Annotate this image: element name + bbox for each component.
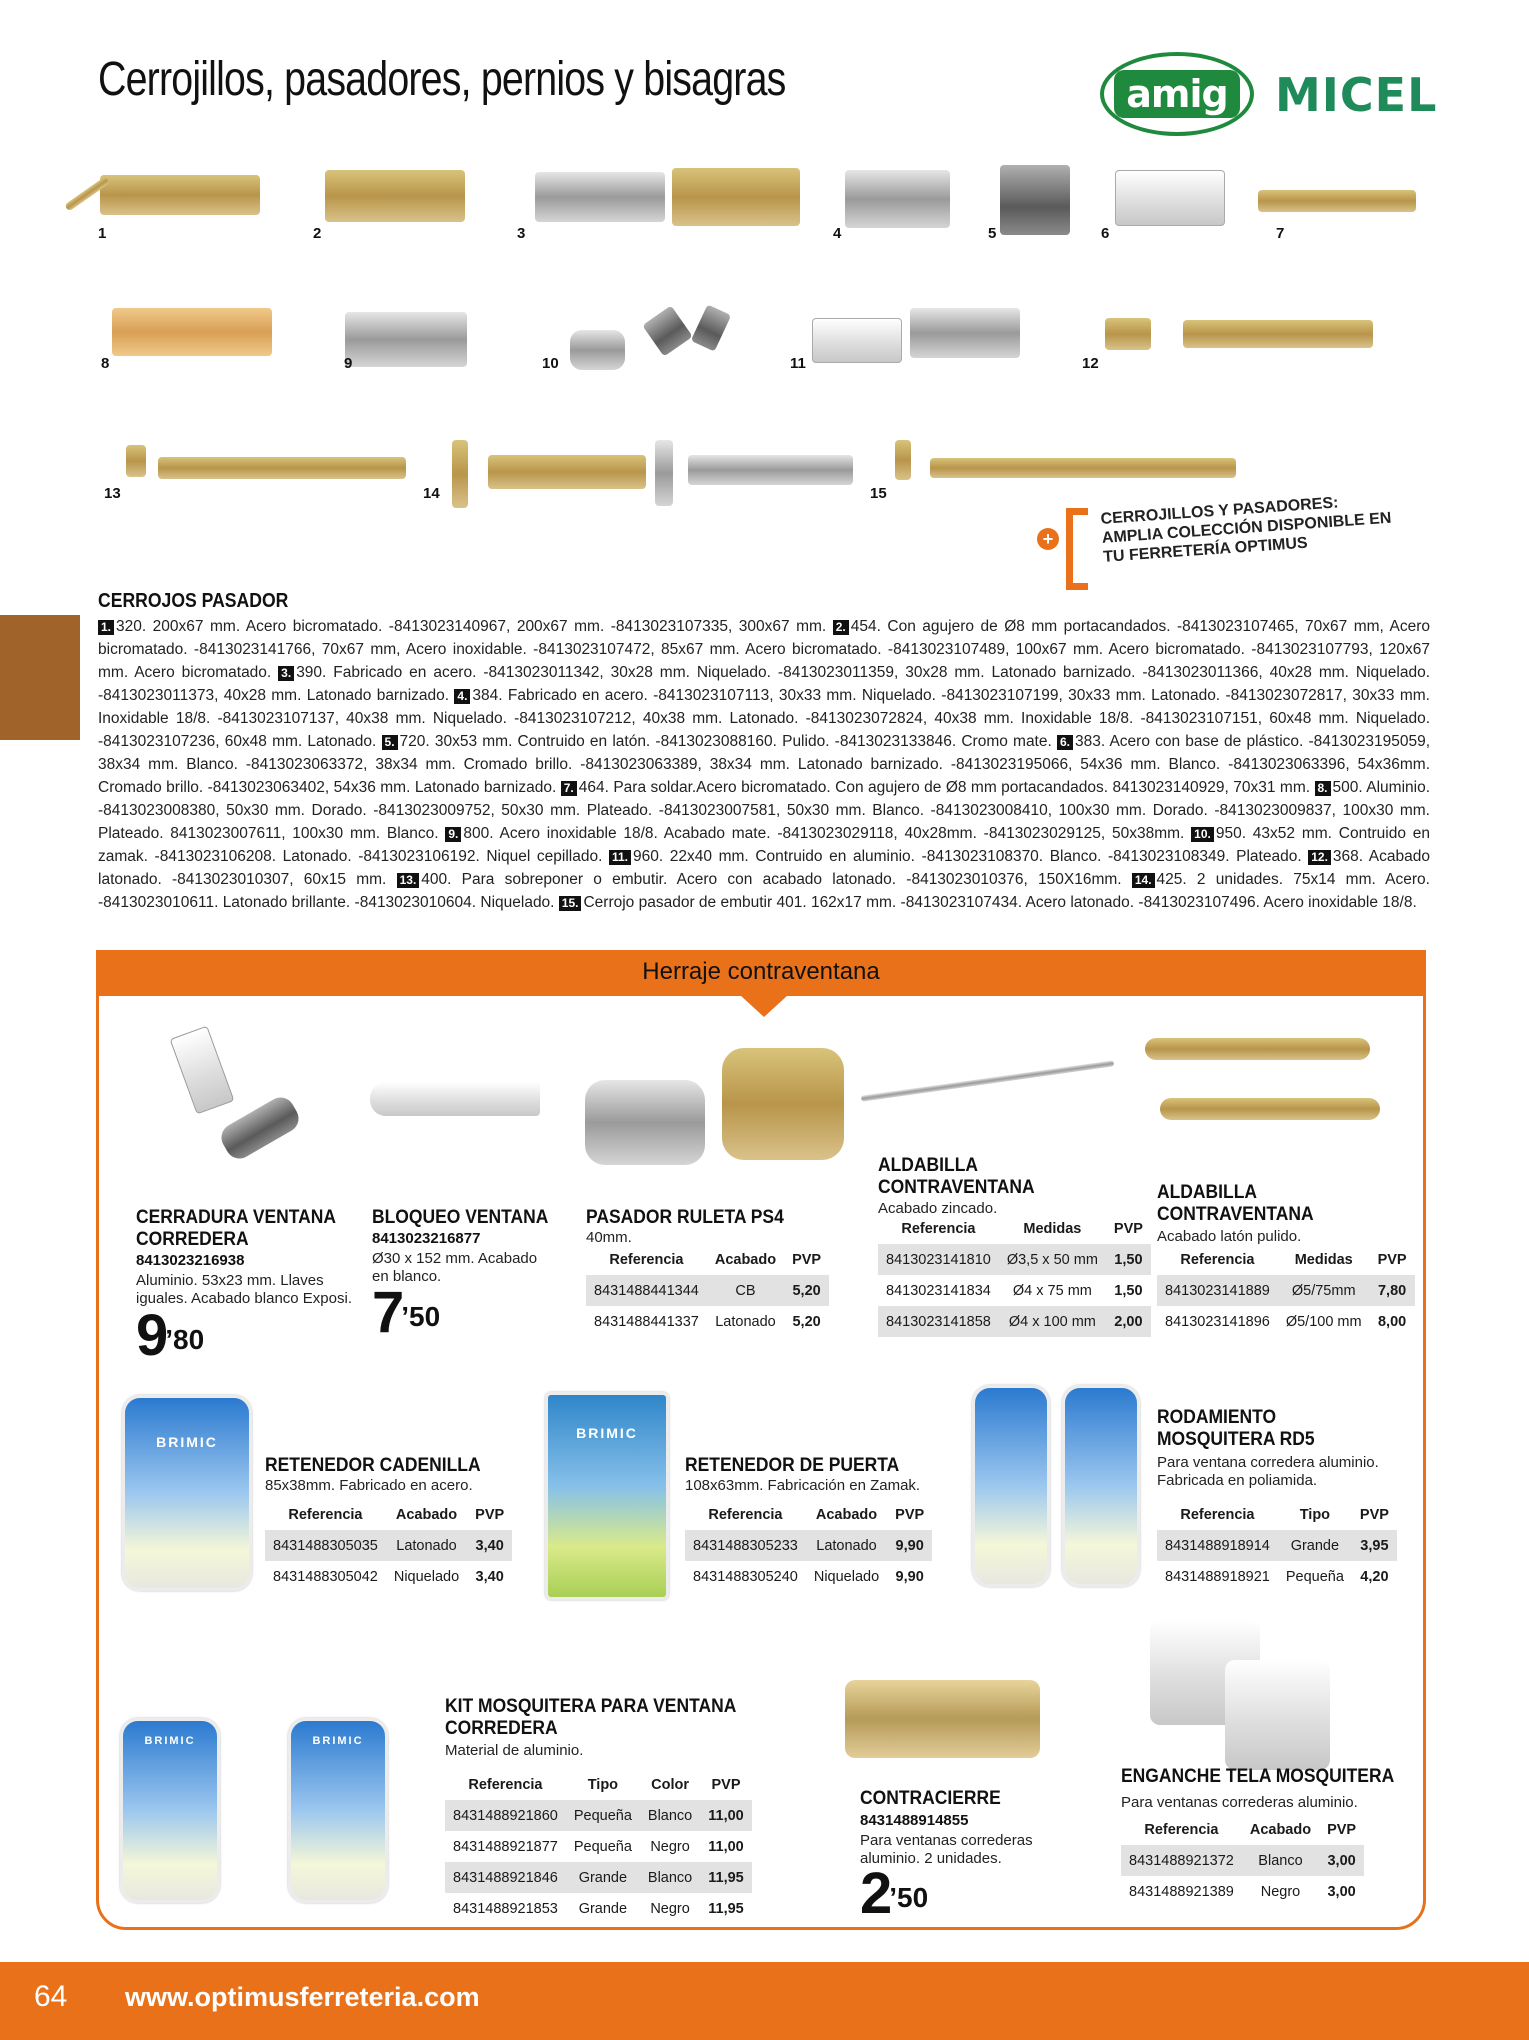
- table-cell: Latonado: [715, 1313, 776, 1330]
- thumb-number-5: 5: [988, 225, 997, 242]
- plus-icon: +: [1037, 528, 1059, 550]
- brimic-label: BRIMIC: [312, 1735, 364, 1747]
- table-header-row: [1121, 1815, 1364, 1845]
- column-header: Referencia: [609, 1252, 684, 1268]
- table-cell: Latonado: [806, 1530, 887, 1561]
- micel-logo: MICEL: [1275, 68, 1438, 122]
- cerrojos-description: [98, 615, 1430, 914]
- product-image-10a: [570, 330, 625, 370]
- puerta-desc: 108x63mm. Fabricación en Zamak.: [685, 1477, 921, 1494]
- item-number-badge: 12.: [1308, 850, 1331, 865]
- table-cell: 8431488921846: [445, 1862, 566, 1893]
- table-row: [445, 1831, 752, 1862]
- table-cell: 8413023141896: [1165, 1313, 1270, 1330]
- package-image-puerta: [545, 1392, 669, 1600]
- item-number-badge: 9.: [445, 827, 461, 842]
- product-image-ruleta-latonado: [722, 1048, 844, 1160]
- table-cell: Grande: [566, 1862, 640, 1893]
- item-description: 454. Con agujero de Ø8 mm portacandados. -8413023107465, 70x67 mm, Acero bicromatado. -8413023141766, 70x67 mm, Acero inoxidable. -8413023107472, 85x67 mm. Acero bicromatado. -8413023107489, 100x67 mm. Acero bicromatado. -8413023107793, 120x67 mm. Acero bicromatado.: [98, 618, 1430, 681]
- product-image-8: [112, 308, 272, 356]
- table-cell: Grande: [1278, 1530, 1352, 1561]
- table-cell: 2,00: [1106, 1306, 1151, 1337]
- table-cell: 8431488441344: [586, 1275, 707, 1306]
- table-cell: Ø5/75mm: [1278, 1275, 1370, 1306]
- table-header-row: [1157, 1500, 1397, 1530]
- brimic-label: BRIMIC: [576, 1425, 638, 1441]
- item-description: 384. Fabricado en acero. -8413023107113, 30x33 mm. Niquelado. -8413023107199, 30x33 mm. Latonado. -8413023072817, 30x33 mm. Inoxidable 18/8. -8413023107137, 40x38 mm. Niquelado. -8413023107212, 40x38 mm. Latonado. -8413023072824, 40x38 mm. Inoxidable 18/8. -8413023107151, 60x48 mm. Niquelado. -8413023107236, 60x48 mm. Latonado.: [98, 687, 1430, 750]
- cerradura-price: [136, 1303, 205, 1368]
- page-title: Cerrojillos, pasadores, pernios y bisagras: [98, 53, 786, 106]
- thumb-number-3: 3: [517, 225, 526, 242]
- ruleta-desc: 40mm.: [586, 1229, 632, 1246]
- aldabilla2-desc: Acabado latón pulido.: [1157, 1228, 1302, 1245]
- aldabilla2-title: ALDABILLA CONTRAVENTANA: [1157, 1182, 1314, 1225]
- product-image-enganche-2: [1225, 1660, 1330, 1770]
- thumb-number-1: 1: [98, 225, 107, 242]
- product-image-14d: [688, 455, 853, 485]
- table-cell: 5,20: [784, 1275, 829, 1306]
- package-image-cadenilla: [122, 1395, 252, 1591]
- product-image-14a: [452, 440, 468, 508]
- thumb-number-10: 10: [542, 355, 559, 372]
- ruleta-table-wrap: [586, 1245, 829, 1337]
- thumb-number-12: 12: [1082, 355, 1099, 372]
- item-number-badge: 3.: [278, 666, 294, 681]
- footer-url-link[interactable]: www.optimusferreteria.com: [125, 1982, 480, 2012]
- table-row: [1157, 1306, 1415, 1337]
- table-cell: 8431488921372: [1121, 1845, 1242, 1876]
- aldabilla1-title: ALDABILLA CONTRAVENTANA: [878, 1155, 1035, 1198]
- table-cell: Ø5/100 mm: [1285, 1313, 1362, 1330]
- kit-title: KIT MOSQUITERA PARA VENTANA CORREDERA: [445, 1696, 736, 1739]
- table-cell: Ø3,5 x 50 mm: [999, 1244, 1106, 1275]
- column-header: PVP: [1327, 1822, 1357, 1838]
- table-row: [878, 1275, 1151, 1306]
- herraje-header: Herraje contraventana: [96, 950, 1426, 996]
- product-image-aldabilla-laton-2: [1160, 1098, 1380, 1120]
- cadenilla-title: RETENEDOR CADENILLA: [265, 1455, 481, 1476]
- column-header: PVP: [711, 1777, 741, 1793]
- table-cell: 3,40: [475, 1568, 504, 1585]
- table-cell: 8,00: [1377, 1313, 1407, 1330]
- column-header: PVP: [1377, 1252, 1407, 1268]
- contracierre-price-dec: ’50: [889, 1882, 929, 1913]
- enganche-title: ENGANCHE TELA MOSQUITERA: [1121, 1766, 1395, 1787]
- item-description: 800. Acero inoxidable 18/8. Acabado mate. -8413023029118, 40x28mm. -8413023029125, 50x38mm.: [463, 825, 1192, 842]
- table-cell: 1,50: [1106, 1244, 1151, 1275]
- table-cell: Blanco: [640, 1862, 700, 1893]
- table-row: [445, 1800, 752, 1831]
- item-number-badge: 5.: [382, 735, 398, 750]
- item-description: 960. 22x40 mm. Contruido en aluminio. -8413023108370. Blanco. -8413023108349. Plateado.: [633, 848, 1309, 865]
- thumb-number-13: 13: [104, 485, 121, 502]
- product-image-11b: [910, 308, 1020, 358]
- column-header: Acabado: [714, 1252, 777, 1268]
- column-header: PVP: [895, 1507, 925, 1523]
- product-image-ruleta-cb: [585, 1080, 705, 1165]
- table-cell: 8431488441337: [594, 1313, 699, 1330]
- amig-logo-text: amig: [1114, 70, 1239, 118]
- enganche-desc: Para ventanas correderas aluminio.: [1121, 1794, 1358, 1811]
- item-description: 383. Acero con base de plástico. -8413023195059, 38x34 mm. Blanco. -8413023063372, 38x34 mm. Cromado brillo. -8413023063389, 38x34 mm. Latonado barnizado. -8413023195066, 54x36 mm. Blanco. -8413023063396, 54x36mm. Cromado brillo. -8413023063402, 54x36 mm. Latonado barnizado.: [98, 733, 1431, 796]
- column-header: Referencia: [1180, 1252, 1255, 1268]
- cadenilla-table-wrap: [265, 1500, 512, 1592]
- thumb-number-14: 14: [423, 485, 440, 502]
- column-header: Referencia: [468, 1777, 543, 1793]
- thumb-number-11: 11: [790, 355, 806, 372]
- table-cell: 11,00: [700, 1800, 752, 1831]
- contracierre-ref: 8431488914855: [860, 1812, 969, 1829]
- thumb-number-2: 2: [313, 225, 322, 242]
- product-image-11a: [812, 318, 902, 363]
- item-description: 500. Aluminio. -8413023008380, 50x30 mm. Dorado. -8413023009752, 50x30 mm. Plateado. -8413023007581, 50x30 mm. Blanco. -8413023008410, 100x30 mm. Dorado. -8413023009837, 100x30 mm. Plateado. 8413023007611, 100x30 mm. Blanco.: [98, 779, 1431, 842]
- table-cell: 9,90: [887, 1530, 932, 1561]
- rodamiento-desc: Para ventana corredera aluminio. Fabricada en poliamida.: [1157, 1454, 1379, 1489]
- table-cell: Grande: [578, 1900, 628, 1917]
- collection-note: CERROJILLOS Y PASADORES: AMPLIA COLECCIÓN DISPONIBLE EN TU FERRETERÍA OPTIMUS: [1100, 494, 1392, 566]
- item-number-badge: 15.: [559, 896, 582, 911]
- aldabilla2-table-wrap: [1157, 1245, 1415, 1337]
- thumb-number-6: 6: [1101, 225, 1110, 242]
- table-cell: 8431488921877: [453, 1838, 558, 1855]
- product-image-13a: [126, 445, 146, 477]
- table-header-row: [265, 1500, 512, 1530]
- table-cell: 11,95: [700, 1862, 752, 1893]
- ruleta-title: PASADOR RULETA PS4: [586, 1207, 784, 1228]
- thumb-number-8: 8: [101, 355, 110, 372]
- table-row: [265, 1561, 512, 1592]
- amig-logo: [1100, 52, 1254, 136]
- bloqueo-ref: 8413023216877: [372, 1230, 481, 1247]
- product-image-12a: [1105, 318, 1151, 350]
- puerta-table-wrap: [685, 1500, 932, 1592]
- table-cell: 9,90: [895, 1568, 924, 1585]
- cerradura-desc: Aluminio. 53x23 mm. Llaves iguales. Acabado blanco Exposi.: [136, 1272, 352, 1307]
- column-header: Referencia: [708, 1507, 783, 1523]
- column-header: Medidas: [1294, 1252, 1353, 1268]
- product-image-10b: [642, 305, 692, 356]
- item-number-badge: 6.: [1057, 735, 1073, 750]
- column-header: PVP: [792, 1252, 822, 1268]
- aldabilla1-desc: Acabado zincado.: [878, 1200, 998, 1217]
- table-row: [685, 1530, 932, 1561]
- item-description: 368. Acabado latonado. -8413023010307, 60x15 mm.: [98, 848, 1431, 888]
- kit-desc: Material de aluminio.: [445, 1742, 584, 1759]
- table-header-row: [586, 1245, 829, 1275]
- kit-table: [445, 1770, 752, 1924]
- product-image-15b: [930, 458, 1236, 478]
- column-header: PVP: [1113, 1221, 1143, 1237]
- enganche-table-wrap: [1121, 1815, 1364, 1907]
- product-image-6: [1115, 170, 1225, 226]
- table-cell: Blanco: [640, 1800, 700, 1831]
- product-image-10c: [691, 304, 731, 351]
- product-image-14b: [488, 455, 646, 489]
- table-row: [685, 1561, 932, 1592]
- item-description: 720. 30x53 mm. Contruido en latón. -8413023088160. Pulido. -8413023133846. Cromo mate.: [399, 733, 1057, 750]
- puerta-table: [685, 1500, 932, 1592]
- cerradura-price-int: 9: [136, 1303, 166, 1368]
- cerradura-price-dec: ’80: [165, 1324, 205, 1355]
- section-title-cerrojos: CERROJOS PASADOR: [98, 590, 289, 612]
- table-cell: 8413023141834: [886, 1282, 991, 1299]
- rodamiento-title: RODAMIENTO MOSQUITERA RD5: [1157, 1407, 1315, 1450]
- table-header-row: [445, 1770, 752, 1800]
- table-header-row: [878, 1214, 1151, 1244]
- column-header: Referencia: [1180, 1507, 1255, 1523]
- item-number-badge: 7.: [561, 781, 577, 796]
- item-number-badge: 1.: [98, 620, 114, 635]
- product-image-13b: [158, 457, 406, 479]
- table-row: [1121, 1876, 1364, 1907]
- table-cell: 8431488921860: [445, 1800, 566, 1831]
- table-cell: 8431488305233: [685, 1530, 806, 1561]
- table-cell: 3,40: [467, 1530, 512, 1561]
- table-cell: Latonado: [386, 1530, 467, 1561]
- product-image-3b: [672, 168, 800, 226]
- column-header: Referencia: [288, 1507, 363, 1523]
- table-cell: 11,95: [708, 1900, 744, 1917]
- product-image-12b: [1183, 320, 1373, 348]
- table-cell: 8431488918921: [1165, 1568, 1270, 1585]
- thumb-number-4: 4: [833, 225, 842, 242]
- puerta-title: RETENEDOR DE PUERTA: [685, 1455, 900, 1476]
- table-cell: CB: [707, 1275, 784, 1306]
- table-cell: 7,80: [1370, 1275, 1415, 1306]
- table-cell: 3,00: [1327, 1883, 1356, 1900]
- aldabilla2-table: [1157, 1245, 1415, 1337]
- product-image-4: [845, 170, 950, 228]
- table-cell: Pequeña: [573, 1838, 632, 1855]
- column-header: PVP: [475, 1507, 505, 1523]
- table-row: [1157, 1530, 1397, 1561]
- product-image-14c: [655, 440, 673, 506]
- thumb-number-7: 7: [1276, 225, 1285, 242]
- table-cell: Pequeña: [566, 1800, 640, 1831]
- table-row: [445, 1862, 752, 1893]
- bloqueo-price-int: 7: [372, 1280, 402, 1345]
- table-cell: Negro: [650, 1900, 690, 1917]
- product-image-contracierre: [845, 1680, 1040, 1758]
- item-number-badge: 2.: [833, 620, 849, 635]
- header-arrow: [740, 995, 788, 1017]
- table-row: [586, 1306, 829, 1337]
- page-number: 64: [34, 1980, 68, 2013]
- item-number-badge: 4.: [454, 689, 470, 704]
- product-image-5: [1000, 165, 1070, 235]
- item-number-badge: 8.: [1315, 781, 1331, 796]
- table-cell: 8431488305240: [693, 1568, 798, 1585]
- cerradura-ref: 8413023216938: [136, 1252, 245, 1269]
- product-image-aldabilla-laton-1: [1145, 1038, 1370, 1060]
- column-header: Acabado: [815, 1507, 878, 1523]
- contracierre-price-int: 2: [860, 1861, 890, 1926]
- product-image-2: [325, 170, 465, 222]
- table-row: [1157, 1561, 1397, 1592]
- table-row: [878, 1306, 1151, 1337]
- bloqueo-title: BLOQUEO VENTANA: [372, 1207, 549, 1228]
- table-cell: 8413023141810: [878, 1244, 999, 1275]
- item-description: 950. 43x52 mm. Contruido en zamak. -8413023106208. Latonado. -8413023106192. Niquel cepillado.: [98, 825, 1430, 865]
- item-description: Cerrojo pasador de embutir 401. 162x17 mm. -8413023107434. Acero latonado. -8413023107496. Acero inoxidable 18/8.: [583, 894, 1417, 911]
- package-image-rodamiento-2: [1062, 1385, 1140, 1587]
- table-cell: Ø4 x 100 mm: [999, 1306, 1106, 1337]
- product-image-7: [1258, 190, 1416, 212]
- table-cell: Blanco: [1242, 1845, 1319, 1876]
- item-number-badge: 14.: [1132, 873, 1155, 888]
- contracierre-price: [860, 1861, 929, 1926]
- table-cell: Niquelado: [813, 1568, 880, 1585]
- table-cell: 3,00: [1319, 1845, 1364, 1876]
- item-description: 425. 2 unidades. 75x14 mm. Acero. -8413023010611. Latonado brillante. -8413023010604. Niquelado.: [98, 871, 1430, 911]
- item-description: 464. Para soldar.Acero bicromatado. Con agujero de Ø8 mm portacandados. 8413023140929, 70x31 mm.: [578, 779, 1315, 796]
- table-cell: 8431488918914: [1157, 1530, 1278, 1561]
- bracket-decoration: [1066, 508, 1088, 590]
- table-cell: Negro: [1260, 1883, 1301, 1900]
- product-image-1: [100, 175, 260, 215]
- table-cell: Ø4 x 75 mm: [1012, 1282, 1092, 1299]
- table-header-row: [685, 1500, 932, 1530]
- enganche-table: [1121, 1815, 1364, 1907]
- table-cell: Niquelado: [393, 1568, 460, 1585]
- package-image-rodamiento-1: [972, 1385, 1050, 1587]
- table-cell: Pequeña: [1285, 1568, 1344, 1585]
- table-cell: 1,50: [1114, 1282, 1143, 1299]
- item-description: 400. Para sobreponer o embutir. Acero con acabado latonado. -8413023010376, 150X16mm.: [421, 871, 1132, 888]
- column-header: Tipo: [587, 1777, 619, 1793]
- column-header: Color: [651, 1777, 689, 1793]
- table-row: [445, 1893, 752, 1924]
- package-image-kit-negro: [288, 1718, 388, 1903]
- bloqueo-desc: Ø30 x 152 mm. Acabado en blanco.: [372, 1250, 538, 1285]
- table-cell: 4,20: [1360, 1568, 1389, 1585]
- table-cell: 8431488305035: [265, 1530, 386, 1561]
- brimic-label: BRIMIC: [144, 1735, 196, 1747]
- product-image-9: [345, 312, 467, 367]
- table-cell: 8431488305042: [273, 1568, 378, 1585]
- table-cell: 8431488921389: [1129, 1883, 1234, 1900]
- column-header: Referencia: [901, 1221, 976, 1237]
- package-image-kit-blanco: [120, 1718, 220, 1903]
- table-row: [586, 1275, 829, 1306]
- column-header: Acabado: [395, 1507, 458, 1523]
- rodamiento-table: [1157, 1500, 1397, 1592]
- section-side-tab: [0, 615, 80, 740]
- column-header: Medidas: [1023, 1221, 1082, 1237]
- ruleta-table: [586, 1245, 829, 1337]
- bloqueo-price: [372, 1280, 441, 1345]
- table-row: [1157, 1275, 1415, 1306]
- cerradura-title: CERRADURA VENTANA CORREDERA: [136, 1207, 336, 1250]
- column-header: Acabado: [1249, 1822, 1312, 1838]
- thumb-number-15: 15: [870, 485, 887, 502]
- table-cell: 5,20: [792, 1313, 821, 1330]
- item-number-badge: 11.: [609, 850, 631, 865]
- contracierre-desc: Para ventanas correderas aluminio. 2 unidades.: [860, 1832, 1033, 1867]
- product-image-bloqueo: [370, 1082, 540, 1116]
- item-description: 320. 200x67 mm. Acero bicromatado. -8413023140967, 200x67 mm. -8413023107335, 300x67 mm.: [116, 618, 833, 635]
- bloqueo-price-dec: ’50: [401, 1301, 441, 1332]
- table-cell: 3,95: [1352, 1530, 1397, 1561]
- table-row: [1121, 1845, 1364, 1876]
- table-row: [878, 1244, 1151, 1275]
- kit-table-wrap: [445, 1770, 752, 1924]
- column-header: Tipo: [1299, 1507, 1331, 1523]
- item-description: 390. Fabricado en acero. -8413023011342, 30x28 mm. Niquelado. -8413023011359, 30x28 mm. Latonado barnizado. -8413023011366, 40x28 mm. Niquelado. -8413023011373, 40x28 mm. Latonado barnizado.: [98, 664, 1430, 704]
- product-image-15a: [895, 440, 911, 480]
- rodamiento-table-wrap: [1157, 1500, 1397, 1592]
- table-cell: Negro: [650, 1838, 690, 1855]
- aldabilla1-table-wrap: [878, 1214, 1151, 1337]
- item-number-badge: 10.: [1191, 827, 1214, 842]
- thumb-number-9: 9: [344, 355, 353, 372]
- table-header-row: [1157, 1245, 1415, 1275]
- table-cell: 8413023141858: [878, 1306, 999, 1337]
- item-number-badge: 13.: [397, 873, 420, 888]
- cadenilla-desc: 85x38mm. Fabricado en acero.: [265, 1477, 473, 1494]
- aldabilla1-table: [878, 1214, 1151, 1337]
- product-image-3a: [535, 172, 665, 222]
- cadenilla-table: [265, 1500, 512, 1592]
- brimic-label: BRIMIC: [156, 1434, 218, 1450]
- table-cell: 11,00: [708, 1838, 744, 1855]
- contracierre-title: CONTRACIERRE: [860, 1788, 1001, 1809]
- column-header: PVP: [1359, 1507, 1389, 1523]
- table-row: [265, 1530, 512, 1561]
- table-cell: 8431488921853: [453, 1900, 558, 1917]
- table-cell: 8413023141889: [1157, 1275, 1278, 1306]
- column-header: Referencia: [1144, 1822, 1219, 1838]
